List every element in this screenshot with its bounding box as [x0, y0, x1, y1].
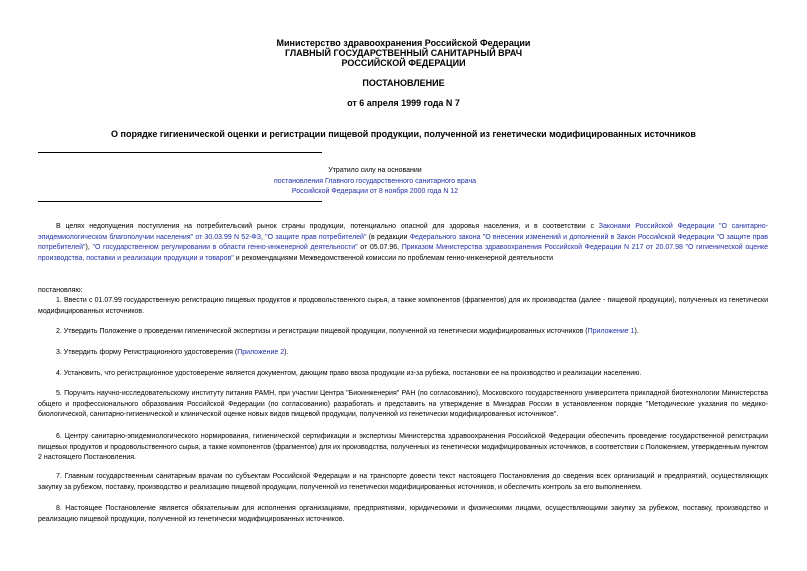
clause-3-end: ).: [284, 349, 289, 356]
chief-doctor-line-2: РОССИЙСКОЙ ФЕДЕРАЦИИ: [341, 58, 466, 68]
clause-7: 7. Главным государственным санитарным врачам по субъектам Российской Федерации и на транспорте довести текст настоящего Постановления до сведения всех организаций и предприятий, осуществляющих закупку за рубежом, поставку, производство и реализацию пищевой продукции, полученной из генетически модифицированных источников, и обеспечить контроль за его выполнением.: [38, 473, 768, 491]
resolve-word: постановляю:: [38, 287, 83, 294]
clause-1: 1. Ввести с 01.07.99 государственную регистрацию пищевых продуктов и продовольственного сырья, а также компонентов (фрагментов) для их производства (далее - пищевой продукции), полученных из генетически модифицированных источников.: [38, 297, 768, 315]
divider-bottom: [38, 201, 322, 202]
clause-8: 8. Настоящее Постановление является обязательным для исполнения организациями, предприятиями, юридическими и физическими лицами, осуществляющими закупку за рубежом, поставку, производство и реализацию пищевой продукции, полученной из генетически модифицированных источников.: [38, 505, 768, 523]
preamble-paragraph: [38, 222, 768, 264]
preamble-text-3: (в редакции: [366, 233, 410, 241]
clause-3: [38, 348, 768, 359]
preamble-text-4: ),: [85, 244, 93, 251]
divider-top: [38, 152, 322, 153]
preamble-text-5: от 05.07.96,: [357, 244, 402, 251]
appendix-1-link[interactable]: Приложение 1: [587, 328, 635, 335]
preamble-text-1: В целях недопущения поступления на потребительский рынок страны продукции, потенциально опасной для здоровья населения, и в соответствии с: [56, 223, 599, 230]
clause-5: 5. Поручить научно-исследовательскому институту питания РАМН, при участии Центра "Биоинженерия" РАН (по согласованию), Московского государственного университета прикладной биотехнологии Министерства общего и профессионального образования Российской Федерации (по согласованию) разработать и представить на утверждение в Минздрав России в установленном порядке "Методические указания по медико-биологической, санитарно-гигиенической и клинической оценке новых видов пищевой продукции, полученной из генетически модифицированных источников".: [38, 390, 768, 418]
clause-4: 4. Установить, что регистрационное удостоверение является документом, дающим право ввоза продукции из-за рубежа, постановки ее на производство и реализации населению.: [56, 370, 642, 377]
repeal-note: [240, 166, 510, 198]
clause-2-text: 2. Утвердить Положение о проведении гигиенической экспертизы и регистрации пищевой продукции, полученной из генетически модифицированных источников (: [56, 328, 588, 335]
law-link-consumer-rights[interactable]: "О защите прав потребителей": [265, 233, 367, 241]
order-link-217[interactable]: Приказом Министерства здравоохранения Российской Федерации N 217 от 20.07.98 "О гигиенической оценке производства, поставки и реализации продукции и товаров": [38, 244, 768, 262]
document-title: О порядке гигиенической оценки и регистрации пищевой продукции, полученной из генетически модифицированных источников: [111, 129, 696, 139]
repeal-link-line-2[interactable]: Российской Федерации от 8 ноября 2000 года N 12: [291, 188, 459, 195]
appendix-2-link[interactable]: Приложение 2: [237, 349, 285, 356]
law-link-genetic-engineering[interactable]: "О государственном регулировании в области генно-инженерной деятельности": [92, 244, 358, 251]
repeal-link-line-1[interactable]: постановления Главного государственного санитарного врача: [273, 177, 477, 185]
law-link-amendments[interactable]: Федерального закона "О внесении изменений и дополнений в Закон Российской Федерации "О защите прав потребителей": [38, 233, 768, 251]
preamble-text-6: и рекомендациями Межведомственной комиссии по проблемам генно-инженерной деятельности: [233, 254, 554, 262]
law-link-sanitary[interactable]: Законами Российской Федерации "О санитарно-эпидемиологическом благополучии населения" от 30.03.99 N 52-ФЗ: [38, 223, 768, 241]
clause-2: [38, 327, 768, 338]
chief-doctor-line-1: ГЛАВНЫЙ ГОСУДАРСТВЕННЫЙ САНИТАРНЫЙ ВРАЧ: [284, 48, 523, 58]
ministry-name: Министерство здравоохранения Российской Федерации: [276, 38, 531, 48]
clause-3-text: 3. Утвердить форму Регистрационного удостоверения (: [56, 349, 238, 356]
preamble-text-2: ,: [260, 233, 266, 241]
clause-6: 6. Центру санитарно-эпидемиологического нормирования, гигиенической сертификации и экспертизы Министерства здравоохранения Российской Федерации обеспечить проведение государственной регистрации пищевых продуктов и продовольственного сырья, а также компонентов (фрагментов) для их производства, полученных из генетически модифицированных источников, в соответствии с Положением, утвержденным пунктом 2 настоящего Постановления.: [38, 433, 768, 461]
document-type: ПОСТАНОВЛЕНИЕ: [362, 78, 445, 88]
repeal-note-text: Утратило силу на основании: [328, 167, 422, 174]
document-date: от 6 апреля 1999 года N 7: [347, 98, 460, 108]
clause-2-end: ).: [634, 328, 639, 335]
